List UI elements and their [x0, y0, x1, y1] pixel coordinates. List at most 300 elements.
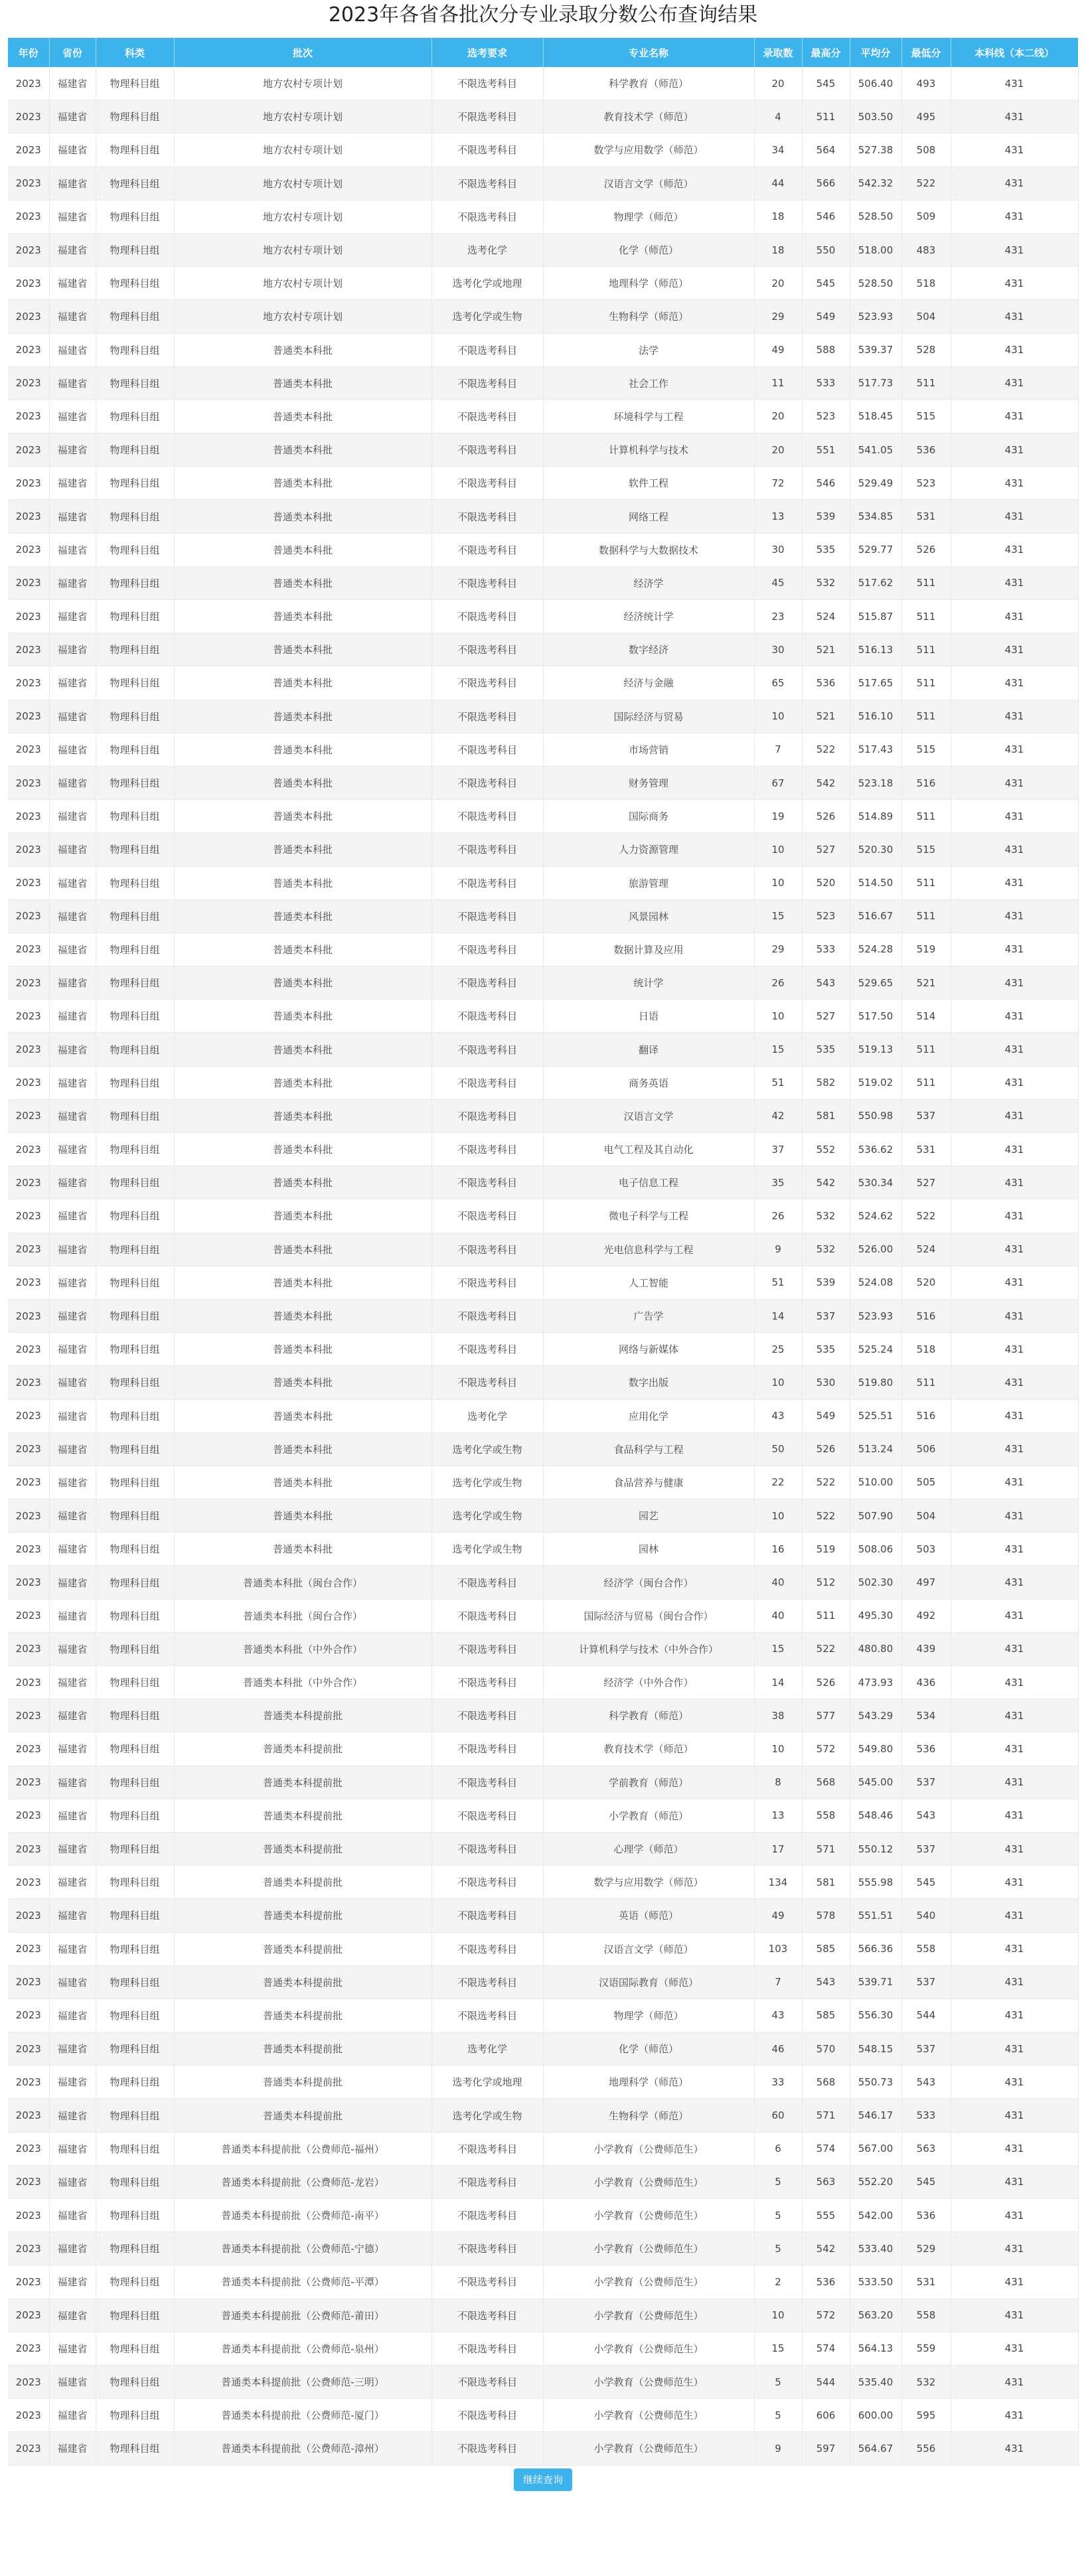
province-cell: 福建省: [49, 2399, 96, 2432]
category-cell: 物理科目组: [96, 2165, 174, 2198]
category-cell: 物理科目组: [96, 666, 174, 700]
category-cell: 物理科目组: [96, 866, 174, 899]
batch-cell: 地方农村专项计划: [174, 267, 431, 300]
year-cell: 2023: [8, 1033, 49, 1066]
table-row: [8, 100, 1078, 133]
batch-cell: 普通类本科提前批（公费师范-平潭）: [174, 2265, 431, 2299]
year-cell: 2023: [8, 1366, 49, 1399]
major-name-cell: 汉语言文学（师范）: [543, 167, 754, 200]
category-cell: 物理科目组: [96, 1566, 174, 1599]
admitted-count-cell: 44: [754, 167, 802, 200]
baseline-cell: 431: [951, 533, 1078, 566]
category-cell: 物理科目组: [96, 1133, 174, 1166]
min-score-cell: 524: [901, 1233, 951, 1266]
max-score-cell: 535: [802, 533, 850, 566]
batch-cell: 普通类本科提前批: [174, 1965, 431, 1999]
major-name-cell: 电气工程及其自动化: [543, 1133, 754, 1166]
subject-requirement-cell: 选考化学或地理: [431, 267, 543, 300]
avg-score-cell: 529.65: [850, 966, 901, 1000]
max-score-cell: 585: [802, 1932, 850, 1965]
batch-cell: 普通类本科批（闽台合作）: [174, 1566, 431, 1599]
max-score-cell: 524: [802, 600, 850, 633]
page-title: 2023年各省各批次分专业录取分数公布查询结果: [328, 3, 758, 27]
province-cell: 福建省: [49, 1432, 96, 1466]
avg-score-cell: 502.30: [850, 1566, 901, 1599]
max-score-cell: 523: [802, 899, 850, 933]
category-cell: 物理科目组: [96, 1799, 174, 1832]
province-cell: 福建省: [49, 1932, 96, 1965]
province-cell: 福建省: [49, 1299, 96, 1332]
min-score-cell: 532: [901, 2365, 951, 2398]
max-score-cell: 526: [802, 800, 850, 833]
batch-cell: 普通类本科批: [174, 666, 431, 700]
category-cell: 物理科目组: [96, 1999, 174, 2032]
avg-score-cell: 551.51: [850, 1899, 901, 1932]
batch-cell: 普通类本科提前批（公费师范-南平）: [174, 2199, 431, 2232]
min-score-cell: 523: [901, 467, 951, 500]
admitted-count-cell: 67: [754, 766, 802, 799]
province-cell: 福建省: [49, 1133, 96, 1166]
major-name-cell: 经济学: [543, 566, 754, 599]
max-score-cell: 530: [802, 1366, 850, 1399]
min-score-cell: 505: [901, 1466, 951, 1499]
admitted-count-cell: 20: [754, 433, 802, 467]
avg-score-cell: 541.05: [850, 433, 901, 467]
year-cell: 2023: [8, 1766, 49, 1799]
category-cell: 物理科目组: [96, 2099, 174, 2132]
major-name-cell: 商务英语: [543, 1066, 754, 1099]
subject-requirement-cell: 不限选考科目: [431, 966, 543, 1000]
batch-cell: 普通类本科批（闽台合作）: [174, 1599, 431, 1632]
category-cell: 物理科目组: [96, 1266, 174, 1299]
max-score-cell: 558: [802, 1799, 850, 1832]
subject-requirement-cell: 不限选考科目: [431, 1699, 543, 1732]
max-score-cell: 566: [802, 167, 850, 200]
year-cell: 2023: [8, 1666, 49, 1699]
baseline-cell: 431: [951, 600, 1078, 633]
baseline-cell: 431: [951, 899, 1078, 933]
avg-score-cell: 523.18: [850, 766, 901, 799]
batch-cell: 普通类本科提前批: [174, 1832, 431, 1865]
avg-score-cell: 506.40: [850, 67, 901, 100]
major-name-cell: 小学教育（公费师范生）: [543, 2299, 754, 2332]
avg-score-cell: 519.80: [850, 1366, 901, 1399]
max-score-cell: 578: [802, 1899, 850, 1932]
min-score-cell: 537: [901, 1965, 951, 1999]
min-score-cell: 509: [901, 200, 951, 233]
category-cell: 物理科目组: [96, 2232, 174, 2265]
table-row: [8, 1066, 1078, 1099]
year-cell: 2023: [8, 2032, 49, 2066]
avg-score-cell: 523.93: [850, 300, 901, 333]
major-name-cell: 小学教育（公费师范生）: [543, 2165, 754, 2198]
category-cell: 物理科目组: [96, 2365, 174, 2398]
avg-score-cell: 556.30: [850, 1999, 901, 2032]
max-score-cell: 551: [802, 433, 850, 467]
avg-score-cell: 539.37: [850, 333, 901, 366]
year-cell: 2023: [8, 1233, 49, 1266]
batch-cell: 普通类本科提前批（公费师范-龙岩）: [174, 2165, 431, 2198]
year-cell: 2023: [8, 1699, 49, 1732]
min-score-cell: 545: [901, 2165, 951, 2198]
admitted-count-cell: 7: [754, 733, 802, 766]
batch-cell: 普通类本科提前批: [174, 1799, 431, 1832]
baseline-cell: 431: [951, 1000, 1078, 1033]
province-cell: 福建省: [49, 1066, 96, 1099]
baseline-cell: 431: [951, 1566, 1078, 1599]
avg-score-cell: 526.00: [850, 1233, 901, 1266]
table-row: [8, 1866, 1078, 1899]
category-cell: 物理科目组: [96, 100, 174, 133]
avg-score-cell: 517.73: [850, 366, 901, 400]
baseline-cell: 431: [951, 1699, 1078, 1732]
batch-cell: 地方农村专项计划: [174, 200, 431, 233]
admitted-count-cell: 10: [754, 700, 802, 733]
year-cell: 2023: [8, 933, 49, 966]
province-cell: 福建省: [49, 899, 96, 933]
baseline-cell: 431: [951, 1799, 1078, 1832]
avg-score-cell: 539.71: [850, 1965, 901, 1999]
admitted-count-cell: 49: [754, 1899, 802, 1932]
admitted-count-cell: 37: [754, 1133, 802, 1166]
province-cell: 福建省: [49, 1166, 96, 1199]
province-cell: 福建省: [49, 966, 96, 1000]
table-row: [8, 1832, 1078, 1865]
header-year: 年份: [8, 38, 49, 67]
baseline-cell: 431: [951, 1999, 1078, 2032]
baseline-cell: 431: [951, 1632, 1078, 1665]
subject-requirement-cell: 不限选考科目: [431, 766, 543, 799]
year-cell: 2023: [8, 633, 49, 666]
table-row: [8, 1932, 1078, 1965]
year-cell: 2023: [8, 1266, 49, 1299]
major-name-cell: 地理科学（师范）: [543, 2066, 754, 2099]
major-name-cell: 国际商务: [543, 800, 754, 833]
max-score-cell: 521: [802, 633, 850, 666]
batch-cell: 普通类本科批: [174, 633, 431, 666]
admitted-count-cell: 23: [754, 600, 802, 633]
table-row: [8, 2132, 1078, 2165]
baseline-cell: 431: [951, 1599, 1078, 1632]
major-name-cell: 网络与新媒体: [543, 1333, 754, 1366]
major-name-cell: 心理学（师范）: [543, 1832, 754, 1865]
admitted-count-cell: 10: [754, 2299, 802, 2332]
table-row: [8, 1399, 1078, 1432]
avg-score-cell: 519.02: [850, 1066, 901, 1099]
min-score-cell: 516: [901, 766, 951, 799]
batch-cell: 地方农村专项计划: [174, 233, 431, 266]
baseline-cell: 431: [951, 2299, 1078, 2332]
min-score-cell: 536: [901, 1732, 951, 1766]
major-name-cell: 生物科学（师范）: [543, 300, 754, 333]
avg-score-cell: 548.15: [850, 2032, 901, 2066]
baseline-cell: 431: [951, 1965, 1078, 1999]
major-name-cell: 环境科学与工程: [543, 400, 754, 433]
max-score-cell: 574: [802, 2132, 850, 2165]
major-name-cell: 数据科学与大数据技术: [543, 533, 754, 566]
baseline-cell: 431: [951, 800, 1078, 833]
year-cell: 2023: [8, 2066, 49, 2099]
province-cell: 福建省: [49, 1366, 96, 1399]
header-max-score: 最高分: [802, 38, 850, 67]
baseline-cell: 431: [951, 700, 1078, 733]
table-row: [8, 766, 1078, 799]
max-score-cell: 519: [802, 1533, 850, 1566]
year-cell: 2023: [8, 200, 49, 233]
batch-cell: 普通类本科提前批: [174, 2032, 431, 2066]
admitted-count-cell: 10: [754, 1000, 802, 1033]
major-name-cell: 软件工程: [543, 467, 754, 500]
table-row: [8, 1199, 1078, 1233]
max-score-cell: 572: [802, 1732, 850, 1766]
batch-cell: 普通类本科批: [174, 833, 431, 866]
max-score-cell: 574: [802, 2332, 850, 2365]
subject-requirement-cell: 不限选考科目: [431, 1266, 543, 1299]
province-cell: 福建省: [49, 2165, 96, 2198]
min-score-cell: 536: [901, 2199, 951, 2232]
subject-requirement-cell: 选考化学或生物: [431, 300, 543, 333]
admitted-count-cell: 5: [754, 2232, 802, 2265]
batch-cell: 地方农村专项计划: [174, 100, 431, 133]
table-row: [8, 1599, 1078, 1632]
baseline-cell: 431: [951, 1333, 1078, 1366]
baseline-cell: 431: [951, 1899, 1078, 1932]
category-cell: 物理科目组: [96, 1632, 174, 1665]
max-score-cell: 570: [802, 2032, 850, 2066]
table-row: [8, 866, 1078, 899]
avg-score-cell: 517.50: [850, 1000, 901, 1033]
baseline-cell: 431: [951, 1299, 1078, 1332]
batch-cell: 普通类本科提前批: [174, 2066, 431, 2099]
year-cell: 2023: [8, 899, 49, 933]
table-row: [8, 2232, 1078, 2265]
major-name-cell: 经济与金融: [543, 666, 754, 700]
major-name-cell: 汉语国际教育（师范）: [543, 1965, 754, 1999]
avg-score-cell: 527.38: [850, 133, 901, 167]
province-cell: 福建省: [49, 666, 96, 700]
table-row: [8, 700, 1078, 733]
max-score-cell: 588: [802, 333, 850, 366]
avg-score-cell: 564.13: [850, 2332, 901, 2365]
avg-score-cell: 529.77: [850, 533, 901, 566]
continue-search-button[interactable]: 继续查询: [514, 2468, 572, 2491]
table-row: [8, 400, 1078, 433]
table-row: [8, 1799, 1078, 1832]
year-cell: 2023: [8, 1999, 49, 2032]
baseline-cell: 431: [951, 100, 1078, 133]
table-row: [8, 1266, 1078, 1299]
avg-score-cell: 503.50: [850, 100, 901, 133]
table-row: [8, 1466, 1078, 1499]
province-cell: 福建省: [49, 1699, 96, 1732]
min-score-cell: 511: [901, 366, 951, 400]
province-cell: 福建省: [49, 533, 96, 566]
table-row: [8, 300, 1078, 333]
min-score-cell: 529: [901, 2232, 951, 2265]
avg-score-cell: 548.46: [850, 1799, 901, 1832]
province-cell: 福建省: [49, 866, 96, 899]
year-cell: 2023: [8, 1899, 49, 1932]
major-name-cell: 法学: [543, 333, 754, 366]
province-cell: 福建省: [49, 500, 96, 533]
min-score-cell: 522: [901, 1199, 951, 1233]
max-score-cell: 581: [802, 1866, 850, 1899]
baseline-cell: 431: [951, 2332, 1078, 2365]
category-cell: 物理科目组: [96, 1699, 174, 1732]
admitted-count-cell: 65: [754, 666, 802, 700]
header-category: 科类: [96, 38, 174, 67]
admitted-count-cell: 19: [754, 800, 802, 833]
table-row: [8, 1566, 1078, 1599]
min-score-cell: 558: [901, 2299, 951, 2332]
max-score-cell: 522: [802, 1466, 850, 1499]
major-name-cell: 科学教育（师范）: [543, 67, 754, 100]
baseline-cell: 431: [951, 333, 1078, 366]
baseline-cell: 431: [951, 2232, 1078, 2265]
admitted-count-cell: 5: [754, 2199, 802, 2232]
admitted-count-cell: 10: [754, 1366, 802, 1399]
baseline-cell: 431: [951, 933, 1078, 966]
batch-cell: 普通类本科批: [174, 866, 431, 899]
province-cell: 福建省: [49, 1199, 96, 1233]
admitted-count-cell: 40: [754, 1566, 802, 1599]
admitted-count-cell: 11: [754, 366, 802, 400]
max-score-cell: 549: [802, 300, 850, 333]
max-score-cell: 542: [802, 2232, 850, 2265]
min-score-cell: 536: [901, 433, 951, 467]
max-score-cell: 546: [802, 467, 850, 500]
category-cell: 物理科目组: [96, 1033, 174, 1066]
year-cell: 2023: [8, 1000, 49, 1033]
major-name-cell: 化学（师范）: [543, 2032, 754, 2066]
subject-requirement-cell: 不限选考科目: [431, 1000, 543, 1033]
category-cell: 物理科目组: [96, 1766, 174, 1799]
province-cell: 福建省: [49, 2032, 96, 2066]
subject-requirement-cell: 不限选考科目: [431, 400, 543, 433]
baseline-cell: 431: [951, 2432, 1078, 2465]
min-score-cell: 519: [901, 933, 951, 966]
avg-score-cell: 567.00: [850, 2132, 901, 2165]
category-cell: 物理科目组: [96, 1432, 174, 1466]
subject-requirement-cell: 不限选考科目: [431, 1766, 543, 1799]
baseline-cell: 431: [951, 1533, 1078, 1566]
year-cell: 2023: [8, 700, 49, 733]
subject-requirement-cell: 不限选考科目: [431, 1666, 543, 1699]
table-row: [8, 200, 1078, 233]
subject-requirement-cell: 不限选考科目: [431, 1866, 543, 1899]
avg-score-cell: 542.00: [850, 2199, 901, 2232]
avg-score-cell: 525.24: [850, 1333, 901, 1366]
max-score-cell: 606: [802, 2399, 850, 2432]
major-name-cell: 小学教育（公费师范生）: [543, 2265, 754, 2299]
year-cell: 2023: [8, 2365, 49, 2398]
baseline-cell: 431: [951, 2066, 1078, 2099]
min-score-cell: 511: [901, 1066, 951, 1099]
min-score-cell: 508: [901, 133, 951, 167]
min-score-cell: 504: [901, 1499, 951, 1533]
baseline-cell: 431: [951, 866, 1078, 899]
year-cell: 2023: [8, 433, 49, 467]
admitted-count-cell: 22: [754, 1466, 802, 1499]
subject-requirement-cell: 选考化学或生物: [431, 1499, 543, 1533]
admitted-count-cell: 15: [754, 1033, 802, 1066]
major-name-cell: 国际经济与贸易（闽台合作）: [543, 1599, 754, 1632]
province-cell: 福建省: [49, 1533, 96, 1566]
baseline-cell: 431: [951, 2399, 1078, 2432]
max-score-cell: 523: [802, 400, 850, 433]
min-score-cell: 531: [901, 1133, 951, 1166]
min-score-cell: 595: [901, 2399, 951, 2432]
batch-cell: 普通类本科批: [174, 333, 431, 366]
subject-requirement-cell: 不限选考科目: [431, 1799, 543, 1832]
admitted-count-cell: 9: [754, 1233, 802, 1266]
year-cell: 2023: [8, 1333, 49, 1366]
avg-score-cell: 519.13: [850, 1033, 901, 1066]
batch-cell: 普通类本科提前批（公费师范-三明）: [174, 2365, 431, 2398]
admitted-count-cell: 15: [754, 2332, 802, 2365]
category-cell: 物理科目组: [96, 300, 174, 333]
year-cell: 2023: [8, 566, 49, 599]
baseline-cell: 431: [951, 1866, 1078, 1899]
min-score-cell: 531: [901, 500, 951, 533]
major-name-cell: 教育技术学（师范）: [543, 1732, 754, 1766]
major-name-cell: 小学教育（公费师范生）: [543, 2132, 754, 2165]
year-cell: 2023: [8, 2132, 49, 2165]
baseline-cell: 431: [951, 1099, 1078, 1132]
subject-requirement-cell: 不限选考科目: [431, 1166, 543, 1199]
subject-requirement-cell: 不限选考科目: [431, 167, 543, 200]
province-cell: 福建省: [49, 2132, 96, 2165]
category-cell: 物理科目组: [96, 1199, 174, 1233]
avg-score-cell: 550.73: [850, 2066, 901, 2099]
admitted-count-cell: 16: [754, 1533, 802, 1566]
subject-requirement-cell: 不限选考科目: [431, 2365, 543, 2398]
min-score-cell: 515: [901, 733, 951, 766]
category-cell: 物理科目组: [96, 1499, 174, 1533]
year-cell: 2023: [8, 2299, 49, 2332]
category-cell: 物理科目组: [96, 2132, 174, 2165]
avg-score-cell: 510.00: [850, 1466, 901, 1499]
min-score-cell: 527: [901, 1166, 951, 1199]
table-row: [8, 966, 1078, 1000]
baseline-cell: 431: [951, 1166, 1078, 1199]
province-cell: 福建省: [49, 1832, 96, 1865]
table-row: [8, 1333, 1078, 1366]
baseline-cell: 431: [951, 1266, 1078, 1299]
avg-score-cell: 543.29: [850, 1699, 901, 1732]
admitted-count-cell: 29: [754, 300, 802, 333]
min-score-cell: 545: [901, 1866, 951, 1899]
subject-requirement-cell: 不限选考科目: [431, 333, 543, 366]
category-cell: 物理科目组: [96, 1732, 174, 1766]
year-cell: 2023: [8, 100, 49, 133]
batch-cell: 普通类本科批: [174, 1299, 431, 1332]
province-cell: 福建省: [49, 233, 96, 266]
batch-cell: 普通类本科批: [174, 800, 431, 833]
subject-requirement-cell: 选考化学或生物: [431, 1466, 543, 1499]
province-cell: 福建省: [49, 300, 96, 333]
min-score-cell: 515: [901, 833, 951, 866]
year-cell: 2023: [8, 1799, 49, 1832]
province-cell: 福建省: [49, 467, 96, 500]
min-score-cell: 503: [901, 1533, 951, 1566]
major-name-cell: 网络工程: [543, 500, 754, 533]
max-score-cell: 527: [802, 833, 850, 866]
min-score-cell: 493: [901, 67, 951, 100]
avg-score-cell: 536.62: [850, 1133, 901, 1166]
category-cell: 物理科目组: [96, 1965, 174, 1999]
subject-requirement-cell: 选考化学: [431, 1399, 543, 1432]
